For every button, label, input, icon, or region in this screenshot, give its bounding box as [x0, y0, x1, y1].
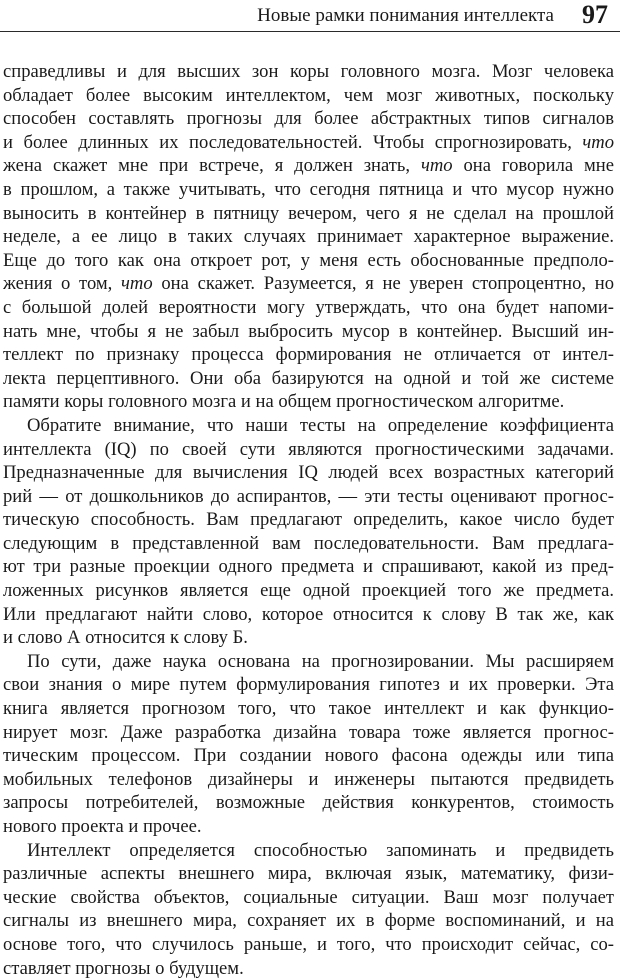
text-line: [3, 414, 614, 438]
text-segment: ют три разные проекции одного предмета и спрашивают, какой из пред-: [3, 556, 614, 578]
text-segment: и более длинных их последовательностей. Чтобы спрогнозировать,: [3, 131, 583, 153]
text-line: [3, 744, 614, 768]
running-head: [0, 0, 620, 34]
text-segment: она скажет. Разумеется, я не уверен стопроцентно, но: [152, 273, 614, 295]
text-line: [3, 485, 614, 509]
text-line: [3, 603, 614, 627]
text-line: [3, 154, 614, 178]
text-line: [3, 768, 614, 792]
text-line: [3, 791, 614, 815]
text-segment: Или предлагают найти слово, которое относится к слову В так же, как: [3, 603, 614, 625]
text-segment: Еще до того как она откроет рот, у меня есть обоснованные предполо-: [3, 249, 614, 271]
text-segment: Обратите внимание, что наши тесты на определение коэффициента: [27, 414, 614, 436]
text-line: [3, 626, 614, 650]
text-line: [3, 178, 614, 202]
text-segment: мобильных телефонов дизайнеры и инженеры пытаются предвидеть: [3, 768, 614, 790]
text-segment: жена скажет мне при встрече, я должен знать,: [3, 155, 421, 177]
text-line: [3, 862, 614, 886]
text-line: [3, 697, 614, 721]
text-segment: основе того, что случилось раньше, и того, что происходит сейчас, со-: [3, 933, 614, 955]
text-segment: Предназначенные для вычисления IQ людей всех возрастных категорий: [3, 462, 614, 484]
text-segment: сигналы из внешнего мира, сохраняет их в форме воспоминаний, и на: [3, 910, 614, 932]
text-line: [3, 225, 614, 249]
text-segment: нать мне, чтобы я не забыл выбросить мусор в контейнер. Высший ин-: [3, 320, 614, 342]
text-segment: обладает более высоким интеллектом, чем мозг животных, поскольку: [3, 84, 614, 106]
text-segment: теллект по признаку процесса формирования не отличается от интел-: [3, 344, 614, 366]
text-segment: жения о том,: [3, 273, 122, 295]
text-line: [3, 673, 614, 697]
text-line: [3, 60, 614, 84]
text-line: [3, 650, 614, 674]
header-rule: [0, 31, 620, 32]
text-segment: нового проекта и прочее.: [3, 816, 202, 837]
text-line: [3, 84, 614, 108]
text-line: [3, 343, 614, 367]
text-segment: Интеллект определяется способностью запоминать и предвидеть: [27, 839, 614, 861]
paragraph: [3, 839, 614, 980]
text-line: [3, 909, 614, 933]
text-line: [3, 367, 614, 391]
paragraph: [3, 650, 614, 839]
text-segment: ставляет прогнозы о будущем.: [3, 957, 244, 979]
italic-text: что: [582, 131, 614, 153]
text-line: [3, 555, 614, 579]
text-segment: нирует мозг. Даже разработка дизайна товара тоже является прогнос-: [3, 721, 614, 743]
text-line: [3, 107, 614, 131]
text-segment: способен составлять прогнозы для более абстрактных типов сигналов: [3, 108, 614, 130]
text-line: [3, 390, 614, 414]
text-segment: памяти коры головного мозга и на общем прогностическом алгоритме.: [3, 391, 565, 413]
text-segment: она говорила мне: [452, 155, 614, 177]
text-line: [3, 320, 614, 344]
paragraph: [3, 414, 614, 650]
paragraph: [3, 60, 614, 414]
text-segment: ложенных рисунков является еще одной проекцией того же предмета.: [3, 580, 614, 602]
text-segment: тическую способность. Вам предлагают определить, какое число будет: [3, 509, 614, 531]
text-line: [3, 461, 614, 485]
text-line: [3, 272, 614, 296]
text-segment: ческие свойства объектов, социальные ситуации. Ваш мозг получает: [3, 886, 614, 908]
text-line: [3, 886, 614, 910]
text-line: [3, 131, 614, 155]
text-line: [3, 721, 614, 745]
text-line: [3, 815, 614, 839]
text-line: [3, 532, 614, 556]
text-line: [3, 296, 614, 320]
text-segment: выносить в контейнер в пятницу вечером, чего я не сделал на прошлой: [3, 202, 614, 224]
italic-text: что: [121, 273, 153, 295]
text-segment: различные аспекты внешнего мира, включая язык, математику, физи-: [3, 863, 614, 885]
text-segment: справедливы и для высших зон коры головного мозга. Мозг человека: [3, 61, 614, 82]
text-segment: По сути, даже наука основана на прогнозировании. Мы расширяем: [27, 650, 614, 672]
italic-text: что: [420, 155, 453, 177]
text-line: [3, 957, 614, 980]
text-segment: рий — от дошкольников до аспирантов, — эти тесты оценивают прогнос-: [3, 485, 614, 507]
text-segment: с большой долей вероятности могу утверждать, что она будет напоми-: [3, 296, 614, 318]
text-segment: книга является прогнозом того, что такое интеллект и как функцио-: [3, 698, 614, 720]
text-line: [3, 933, 614, 957]
page-number: 97: [582, 0, 608, 29]
text-segment: неделе, а ее лицо в таких случаях принимает характерное выражение.: [3, 226, 614, 248]
text-segment: тическим процессом. При создании нового фасона одежды или типа: [3, 745, 614, 767]
text-segment: интеллекта (IQ) по своей сути являются прогностическими задачами.: [3, 438, 614, 460]
text-segment: лекта перцептивного. Они оба базируются на одной и той же системе: [3, 367, 614, 389]
text-segment: следующим в представленной вам последовательности. Вам предлага-: [3, 532, 614, 554]
text-line: [3, 579, 614, 603]
text-line: [3, 249, 614, 273]
body-text: [3, 60, 614, 980]
text-segment: запросы потребителей, возможные действия конкурентов, стоимость: [3, 792, 614, 814]
text-line: [3, 202, 614, 226]
text-line: [3, 839, 614, 863]
text-segment: свои знания о мире путем формулирования гипотез и их проверки. Эта: [3, 674, 614, 696]
text-line: [3, 508, 614, 532]
text-segment: в прошлом, а также учитывать, что сегодня пятница и что мусор нужно: [3, 178, 614, 200]
text-line: [3, 438, 614, 462]
running-title: Новые рамки понимания интеллекта: [257, 5, 554, 26]
text-segment: и слово А относится к слову Б.: [3, 627, 248, 649]
